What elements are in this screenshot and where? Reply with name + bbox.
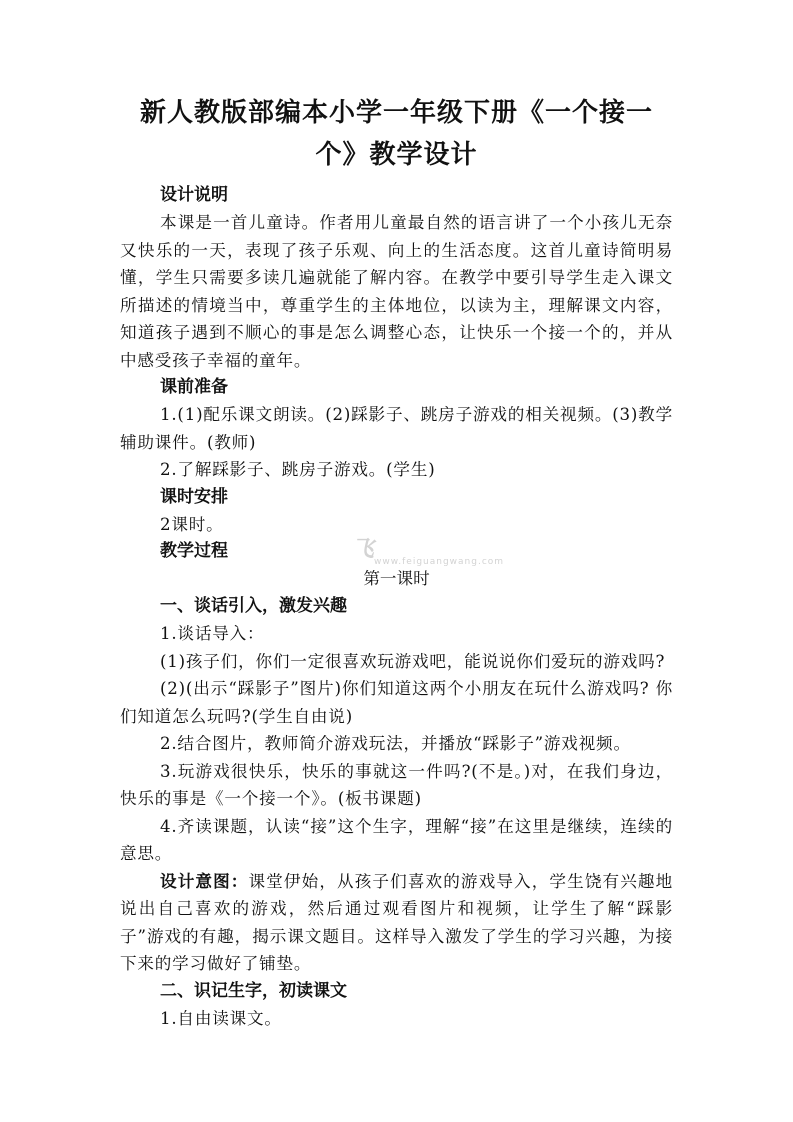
watermark-logo: 飞 bbox=[352, 537, 377, 562]
design-intent-label: 设计意图： bbox=[160, 871, 249, 891]
paragraph-step-1: 1.谈话导入： bbox=[160, 624, 265, 643]
section-heading-preparation: 课前准备 bbox=[160, 377, 228, 397]
section-heading-design-note: 设计说明 bbox=[160, 185, 228, 205]
paragraph-step-1-2: (2)(出示“踩影子”图片)你们知道这两个小朋友在玩什么游戏吗? 你们知道怎么玩吗?(学生自由说) bbox=[120, 679, 673, 726]
paragraph-design-intent bbox=[120, 868, 673, 978]
part-2-heading: 二、识记生字，初读课文 bbox=[160, 980, 347, 1001]
document-title: 新人教版部编本小学一年级下册《一个接一个》教学设计 bbox=[139, 98, 653, 170]
paragraph-schedule: 2课时。 bbox=[160, 514, 224, 534]
paragraph-step-3: 3.玩游戏很快乐，快乐的事就这一件吗?(不是。)对，在我们身边，快乐的事是《一个接一个》。(板书课题) bbox=[120, 761, 673, 808]
section-heading-process: 教学过程 bbox=[160, 541, 228, 561]
paragraph-step-1-1: (1)孩子们，你们一定很喜欢玩游戏吧，能说说你们爱玩的游戏吗? bbox=[160, 651, 666, 671]
paragraph-part-2-step-1: 1.自由读课文。 bbox=[160, 1008, 282, 1028]
paragraph-prep-1: 1.(1)配乐课文朗读。(2)踩影子、跳房子游戏的相关视频。(3)教学辅助课件。(教师) bbox=[120, 405, 673, 452]
paragraph-design-note: 本课是一首儿童诗。作者用儿童最自然的语言讲了一个小孩儿无奈又快乐的一天，表现了孩子乐观、向上的生活态度。这首儿童诗简明易懂，学生只需要多读几遍就能了解内容。在教学中要引导学生走入课文所描述的情境当中，尊重学生的主体地位，以读为主，理解课文内容，知道孩子遇到不顺心的事是怎么调整心态，让快乐一个接一个的，并从中感受孩子幸福的童年。 bbox=[120, 213, 673, 370]
section-heading-schedule: 课时安排 bbox=[160, 486, 228, 507]
part-1-heading: 一、谈话引入，激发兴趣 bbox=[160, 596, 347, 616]
paragraph-prep-2: 2.了解踩影子、跳房子游戏。(学生) bbox=[160, 460, 436, 479]
design-intent-text: 课堂伊始，从孩子们喜欢的游戏导入，学生饶有兴趣地说出自己喜欢的游戏，然后通过观看图片和视频，让学生了解“踩影子”游戏的有趣，揭示课文题目。这样导入激发了学生的学习兴趣，为接下来的学习做好了铺垫。 bbox=[120, 871, 674, 973]
paragraph-step-4: 4.齐读课题，认读“接”这个生字，理解“接”在这里是继续，连续的意思。 bbox=[120, 816, 673, 863]
document-page bbox=[120, 92, 673, 1032]
paragraph-step-2: 2.结合图片，教师简介游戏玩法，并播放“踩影子”游戏视频。 bbox=[160, 734, 631, 753]
watermark-url: www.feiguangwang.com bbox=[374, 557, 505, 567]
lesson-heading: 第一课时 bbox=[363, 569, 430, 588]
